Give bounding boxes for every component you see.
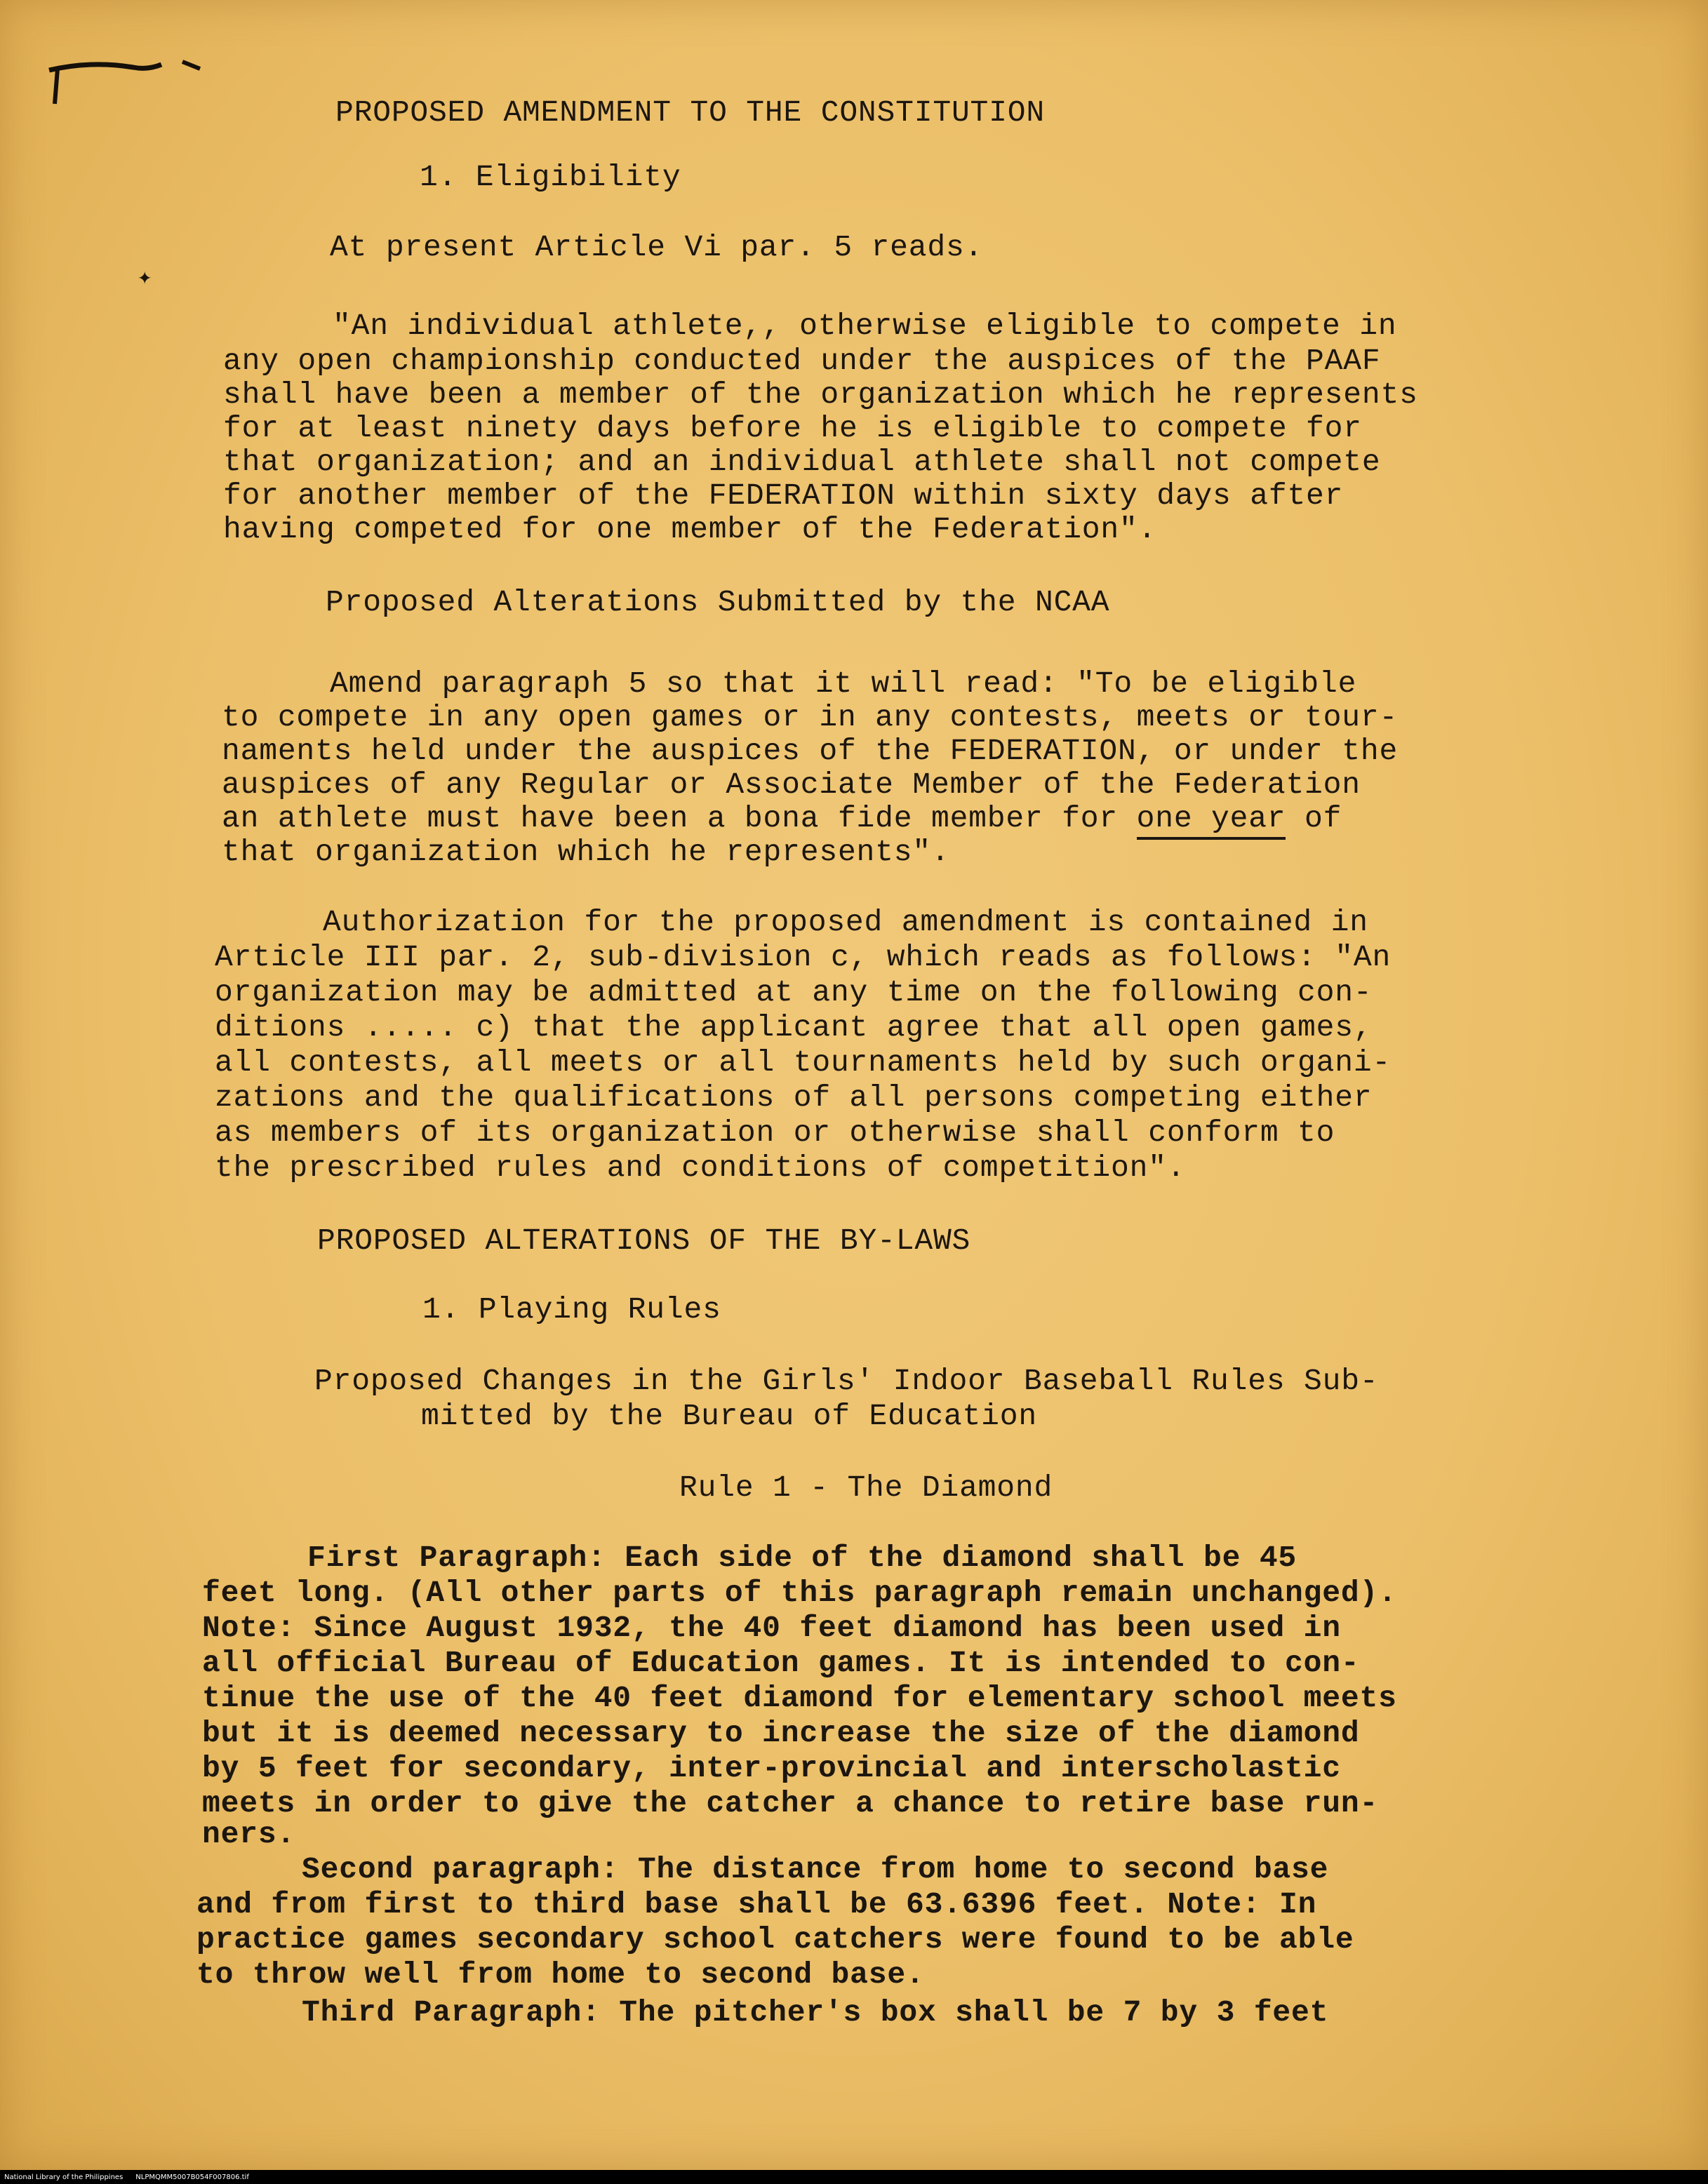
auth-line: ditions ..... c) that the applicant agree that all open games,: [215, 1010, 1373, 1045]
amend-line: to compete in any open games or in any contests, meets or tour-: [222, 700, 1399, 735]
margin-mark: ✦: [138, 265, 152, 292]
first-para-line: tinue the use of the 40 feet diamond for elementary school meets: [202, 1681, 1397, 1715]
auth-line: as members of its organization or otherwise shall conform to: [215, 1116, 1335, 1150]
first-para-line: meets in order to give the catcher a chance to retire base run-: [202, 1786, 1379, 1821]
first-para-line: all official Bureau of Education games. It is intended to con-: [202, 1646, 1360, 1680]
quote-line: any open championship conducted under the auspices of the PAAF: [223, 344, 1381, 378]
auth-line: the prescribed rules and conditions of competition".: [215, 1151, 1186, 1185]
amend-line5-pre: an athlete must have been a bona fide member for: [222, 801, 1137, 836]
quote-line: for at least ninety days before he is eligible to compete for: [223, 411, 1362, 445]
amend-line: naments held under the auspices of the FEDERATION, or under the: [222, 734, 1399, 768]
second-para-line: and from first to third base shall be 63.6396 feet. Note: In: [196, 1887, 1317, 1922]
second-para-line: practice games secondary school catchers were found to be able: [196, 1922, 1354, 1957]
first-para-line: ners.: [202, 1817, 296, 1851]
auth-line: organization may be admitted at any time on the following con-: [215, 975, 1373, 1010]
playing-rules-heading: 1. Playing Rules: [422, 1292, 721, 1327]
intro-line: At present Article Vi par. 5 reads.: [330, 230, 984, 264]
quote-line: that organization; and an individual athlete shall not compete: [223, 445, 1381, 479]
footer-library: National Library of the Philippines: [4, 2173, 124, 2181]
quote-line: shall have been a member of the organization which he represents: [223, 377, 1418, 412]
document-title: PROPOSED AMENDMENT TO THE CONSTITUTION: [335, 95, 1045, 130]
footer-file-id: NLPMQMM5007B054F007806.tif: [135, 2173, 249, 2181]
auth-line: zations and the qualifications of all persons competing either: [215, 1080, 1373, 1115]
first-para-line: feet long. (All other parts of this paragraph remain unchanged).: [202, 1576, 1397, 1610]
third-para-line: Third Paragraph: The pitcher's box shall be 7 by 3 feet: [302, 1995, 1329, 2030]
first-para-line: but it is deemed necessary to increase the size of the diamond: [202, 1716, 1360, 1750]
girls-rules-line: Proposed Changes in the Girls' Indoor Baseball Rules Sub-: [314, 1364, 1379, 1398]
quote-line: "An individual athlete,, otherwise eligible to compete in: [333, 309, 1397, 343]
first-para-line: Note: Since August 1932, the 40 feet diamond has been used in: [202, 1611, 1341, 1645]
auth-line: all contests, all meets or all tournaments held by such organi-: [215, 1045, 1392, 1080]
auth-line: Authorization for the proposed amendment is contained in: [323, 905, 1368, 939]
bylaws-heading: PROPOSED ALTERATIONS OF THE BY-LAWS: [317, 1224, 971, 1258]
first-para-line: by 5 feet for secondary, inter-provincial and interscholastic: [202, 1751, 1341, 1786]
amend-line: Amend paragraph 5 so that it will read: "To be eligible: [330, 666, 1357, 701]
girls-rules-line: mitted by the Bureau of Education: [421, 1399, 1037, 1433]
amend-line-with-underline: [222, 801, 1342, 836]
second-para-line: to throw well from home to second base.: [196, 1957, 925, 1992]
amend-line: that organization which he represents".: [222, 835, 950, 869]
scan-footer: [0, 2170, 1708, 2184]
second-para-line: Second paragraph: The distance from home to second base: [302, 1852, 1329, 1887]
auth-line: Article III par. 2, sub-division c, which reads as follows: "An: [215, 940, 1392, 974]
binding-hole-mark: [42, 55, 211, 118]
amend-line5-post: of: [1286, 801, 1342, 836]
section-heading-eligibility: 1. Eligibility: [420, 160, 681, 194]
quote-line: having competed for one member of the Federation".: [223, 512, 1157, 547]
quote-line: for another member of the FEDERATION within sixty days after: [223, 478, 1344, 513]
underlined-one-year: one year: [1137, 801, 1286, 840]
rule1-heading: Rule 1 - The Diamond: [679, 1470, 1053, 1505]
first-para-line: First Paragraph: Each side of the diamond shall be 45: [307, 1541, 1297, 1575]
ncaa-heading: Proposed Alterations Submitted by the NCAA: [326, 585, 1110, 619]
amend-line: auspices of any Regular or Associate Member of the Federation: [222, 768, 1361, 802]
